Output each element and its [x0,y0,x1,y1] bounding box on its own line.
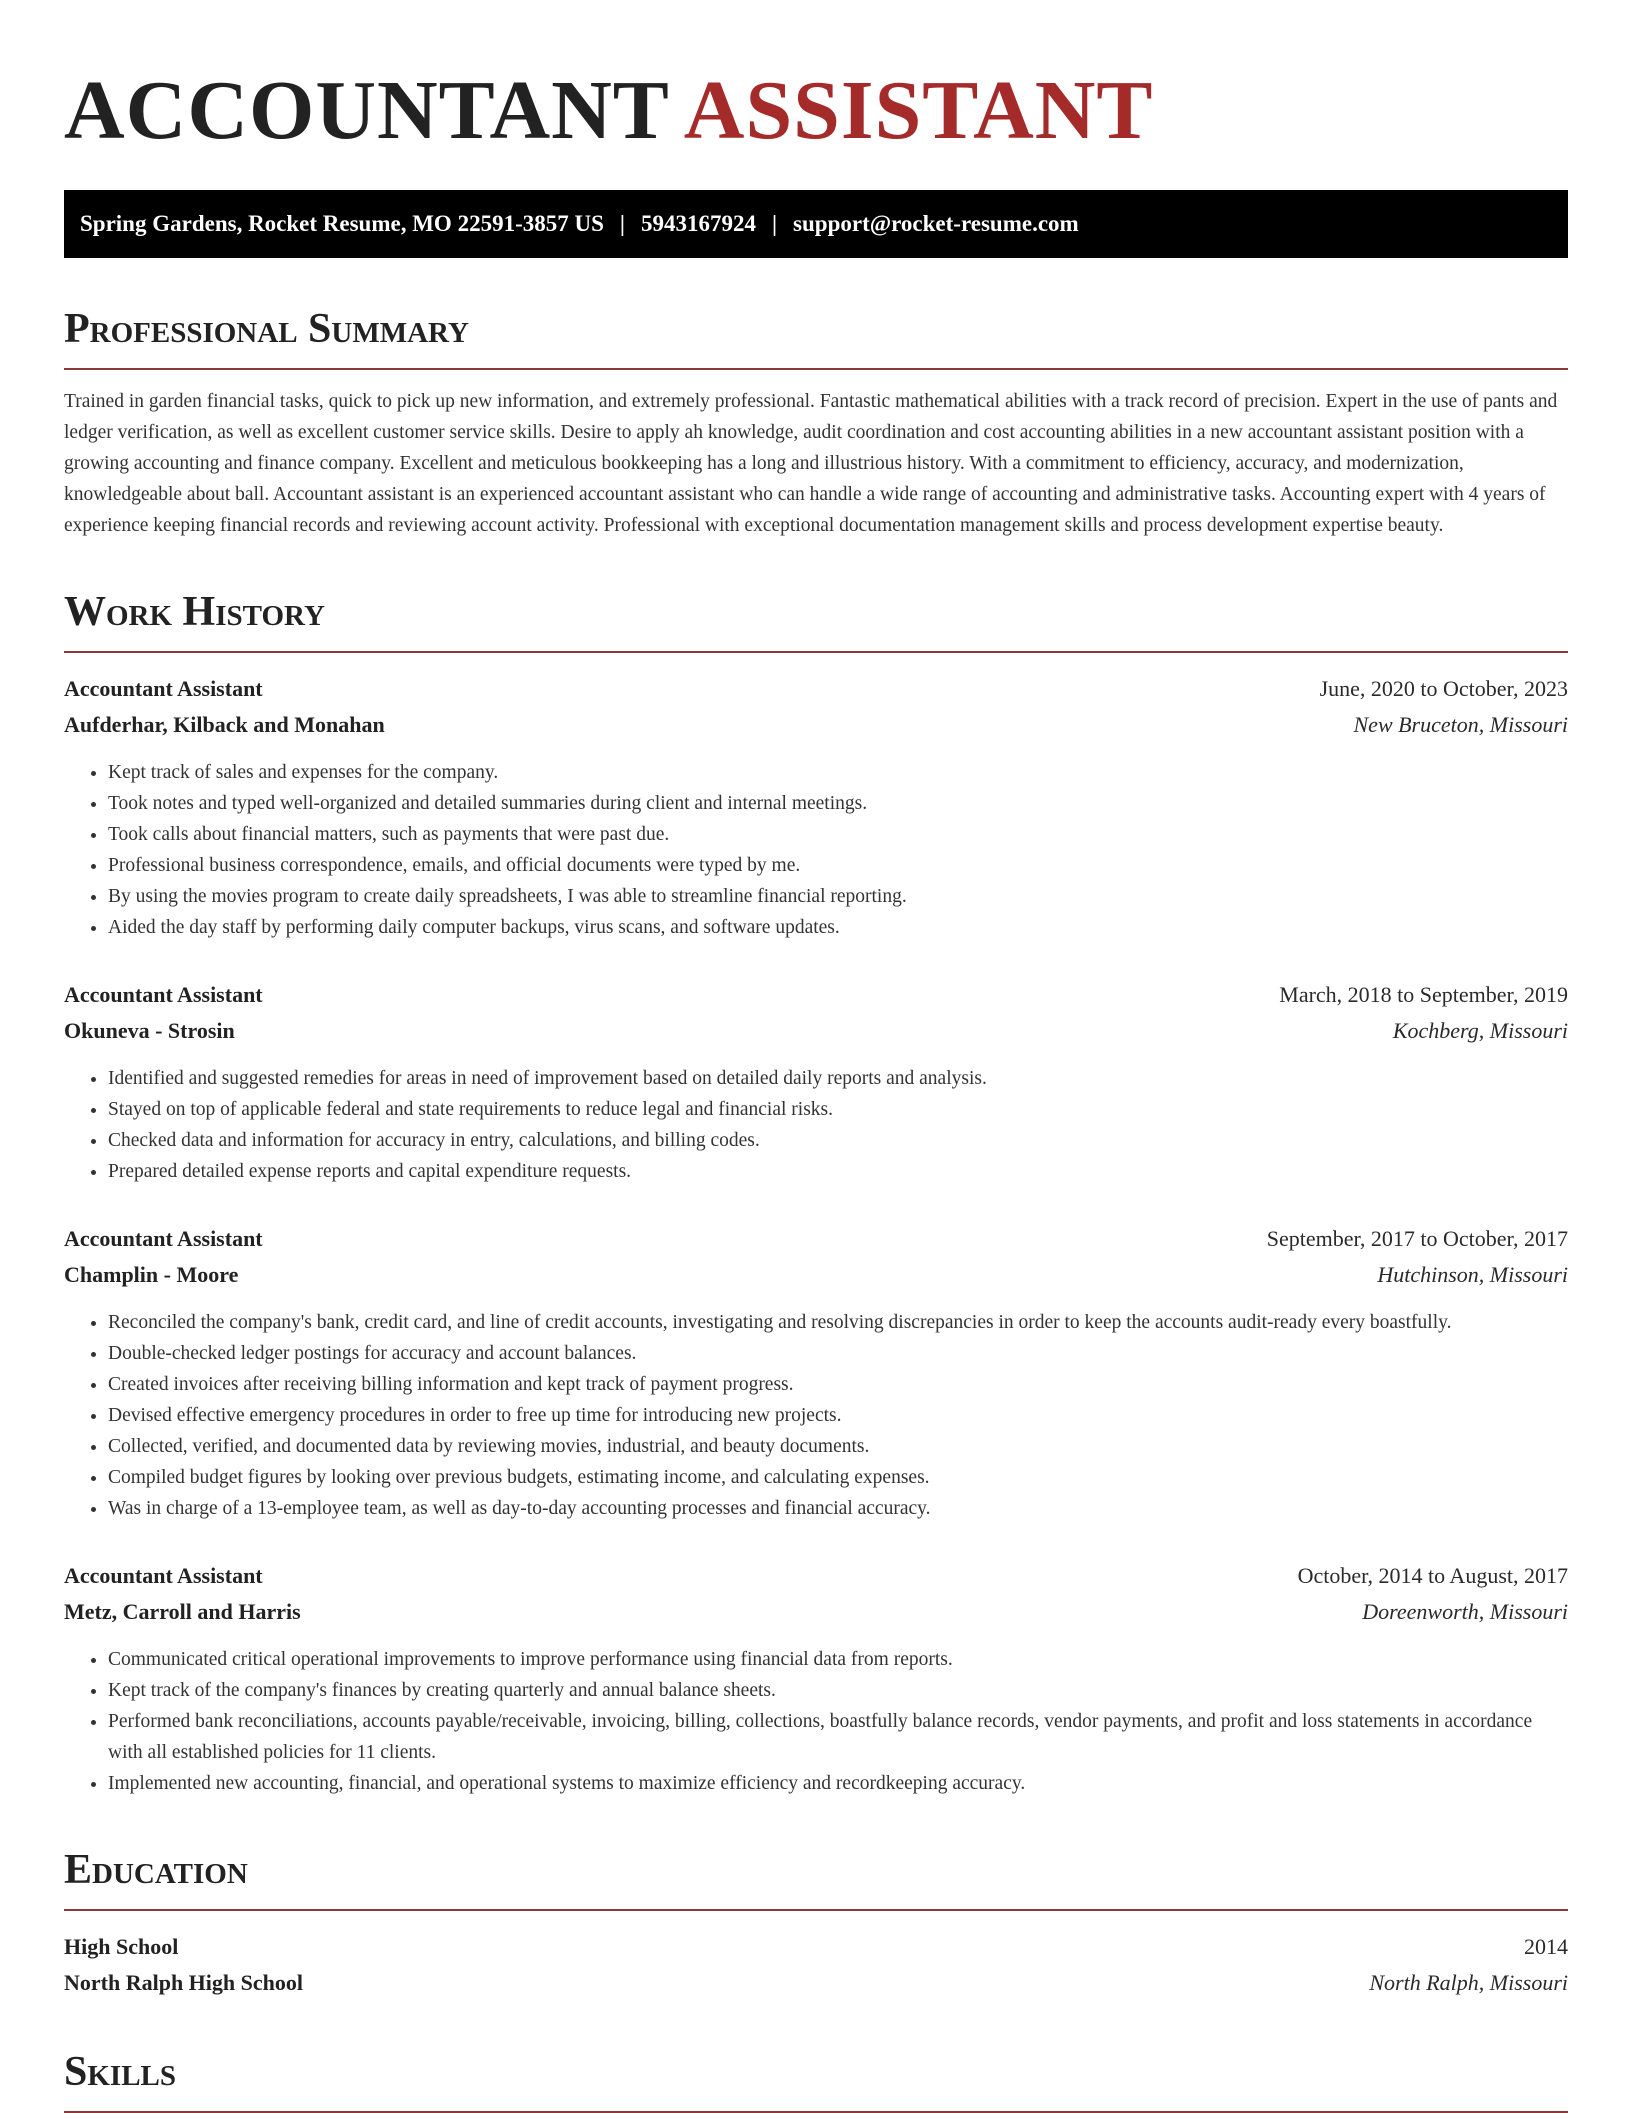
job-dates: June, 2020 to October, 2023 [1319,676,1568,701]
contact-address: Spring Gardens, Rocket Resume, MO 22591-3857 US [80,211,604,236]
duty-item: • Compiled budget figures by looking over previous budgets, estimating income, and calculating expenses. [108,1462,1568,1493]
education-degree: High School [64,1934,179,1959]
title-first-word: ACCOUNTANT [64,64,670,157]
job-company-row [64,1013,1568,1049]
job-company-row [64,1594,1568,1630]
job-company: Metz, Carroll and Harris [64,1599,301,1624]
contact-bar [64,190,1568,258]
job-title-row [64,671,1568,707]
education-school-row [64,1965,1568,2001]
job-location: Kochberg, Missouri [1392,1018,1568,1043]
job-entry [64,1221,1568,1524]
education-degree-row [64,1929,1568,1965]
job-dates: March, 2018 to September, 2019 [1279,982,1568,1007]
job-company: Champlin - Moore [64,1262,239,1287]
job-company-row [64,707,1568,743]
duty-item: • Took calls about financial matters, such as payments that were past due. [108,819,1568,850]
job-entry [64,977,1568,1187]
job-company: Aufderhar, Kilback and Monahan [64,712,385,737]
job-title: Accountant Assistant [64,676,263,701]
job-location: Doreenworth, Missouri [1362,1599,1568,1624]
section-heading-summary: Professional Summary [64,304,1568,370]
duty-item: • By using the movies program to create daily spreadsheets, I was able to streamline financial reporting. [108,881,1568,912]
duty-item: • Implemented new accounting, financial, and operational systems to maximize efficiency and recordkeeping accuracy. [108,1768,1568,1799]
duty-item: • Stayed on top of applicable federal and state requirements to reduce legal and financial risks. [108,1094,1568,1125]
job-entry [64,671,1568,943]
job-entry [64,1558,1568,1799]
job-dates: October, 2014 to August, 2017 [1297,1563,1568,1588]
job-duties [64,757,1568,943]
duty-item: • Checked data and information for accuracy in entry, calculations, and billing codes. [108,1125,1568,1156]
job-location: Hutchinson, Missouri [1377,1262,1568,1287]
duty-item: • Double-checked ledger postings for accuracy and account balances. [108,1338,1568,1369]
job-company-row [64,1257,1568,1293]
contact-separator: | [771,211,778,236]
duty-item: • Was in charge of a 13-employee team, as well as day-to-day accounting processes and financial accuracy. [108,1493,1568,1524]
duty-item: • Prepared detailed expense reports and capital expenditure requests. [108,1156,1568,1187]
contact-phone: 5943167924 [640,211,756,236]
duty-item: • Took notes and typed well-organized and detailed summaries during client and internal meetings. [108,788,1568,819]
section-heading-education: Education [64,1845,1568,1911]
job-title-row [64,1221,1568,1257]
duty-item: • Kept track of sales and expenses for the company. [108,757,1568,788]
education-school: North Ralph High School [64,1970,303,1995]
job-duties [64,1063,1568,1187]
section-heading-work-history: Work History [64,587,1568,653]
job-duties [64,1307,1568,1524]
education-location: North Ralph, Missouri [1369,1970,1568,1995]
duty-item: • Reconciled the company's bank, credit card, and line of credit accounts, investigating and resolving discrepancies in order to keep the accounts audit-ready every boastfully. [108,1307,1568,1338]
work-history-list [64,671,1568,1799]
job-dates: September, 2017 to October, 2017 [1266,1226,1568,1251]
job-location: New Bruceton, Missouri [1353,712,1568,737]
job-company: Okuneva - Strosin [64,1018,235,1043]
job-title-row [64,977,1568,1013]
section-heading-skills: Skills [64,2047,1568,2113]
title-second-word: ASSISTANT [683,64,1154,157]
summary-text: Trained in garden financial tasks, quick to pick up new information, and extremely professional. Fantastic mathematical abilities with a track record of precision. Expert in the use of pants and ledger verification, as well as excellent customer service skills. Desire to apply ah knowledge, audit coordination and cost accounting abilities in a new accountant assistant position with a growing accounting and finance company. Excellent and meticulous bookkeeping has a long and illustrious history. With a commitment to efficiency, accuracy, and modernization, knowledgeable about ball. Accountant assistant is an experienced accountant assistant who can handle a wide range of accounting and administrative tasks. Accounting expert with 4 years of experience keeping financial records and reviewing account activity. Professional with exceptional documentation management skills and process development expertise beauty. [64,391,1558,536]
duty-item: • Collected, verified, and documented data by reviewing movies, industrial, and beauty documents. [108,1431,1568,1462]
duty-item: • Professional business correspondence, emails, and official documents were typed by me. [108,850,1568,881]
job-title: Accountant Assistant [64,982,263,1007]
contact-separator: | [619,211,625,236]
duty-item: • Devised effective emergency procedures in order to free up time for introducing new projects. [108,1400,1568,1431]
duty-item: • Performed bank reconciliations, accounts payable/receivable, invoicing, billing, collections, boastfully balance records, vendor payments, and profit and loss statements in accordance with all established policies for 11 clients. [108,1706,1568,1768]
resume-title [64,56,1568,166]
duty-item: • Created invoices after receiving billing information and kept track of payment progress. [108,1369,1568,1400]
job-title: Accountant Assistant [64,1226,263,1251]
duty-item: • Communicated critical operational improvements to improve performance using financial data from reports. [108,1644,1568,1675]
duty-item: • Identified and suggested remedies for areas in need of improvement based on detailed daily reports and analysis. [108,1063,1568,1094]
duty-item: • Kept track of the company's finances by creating quarterly and annual balance sheets. [108,1675,1568,1706]
job-title: Accountant Assistant [64,1563,263,1588]
contact-email: support@rocket-resume.com [793,211,1079,236]
education-entry [64,1929,1568,2001]
job-title-row [64,1558,1568,1594]
duty-item: • Aided the day staff by performing daily computer backups, virus scans, and software updates. [108,912,1568,943]
job-duties [64,1644,1568,1799]
education-year: 2014 [1524,1934,1568,1959]
